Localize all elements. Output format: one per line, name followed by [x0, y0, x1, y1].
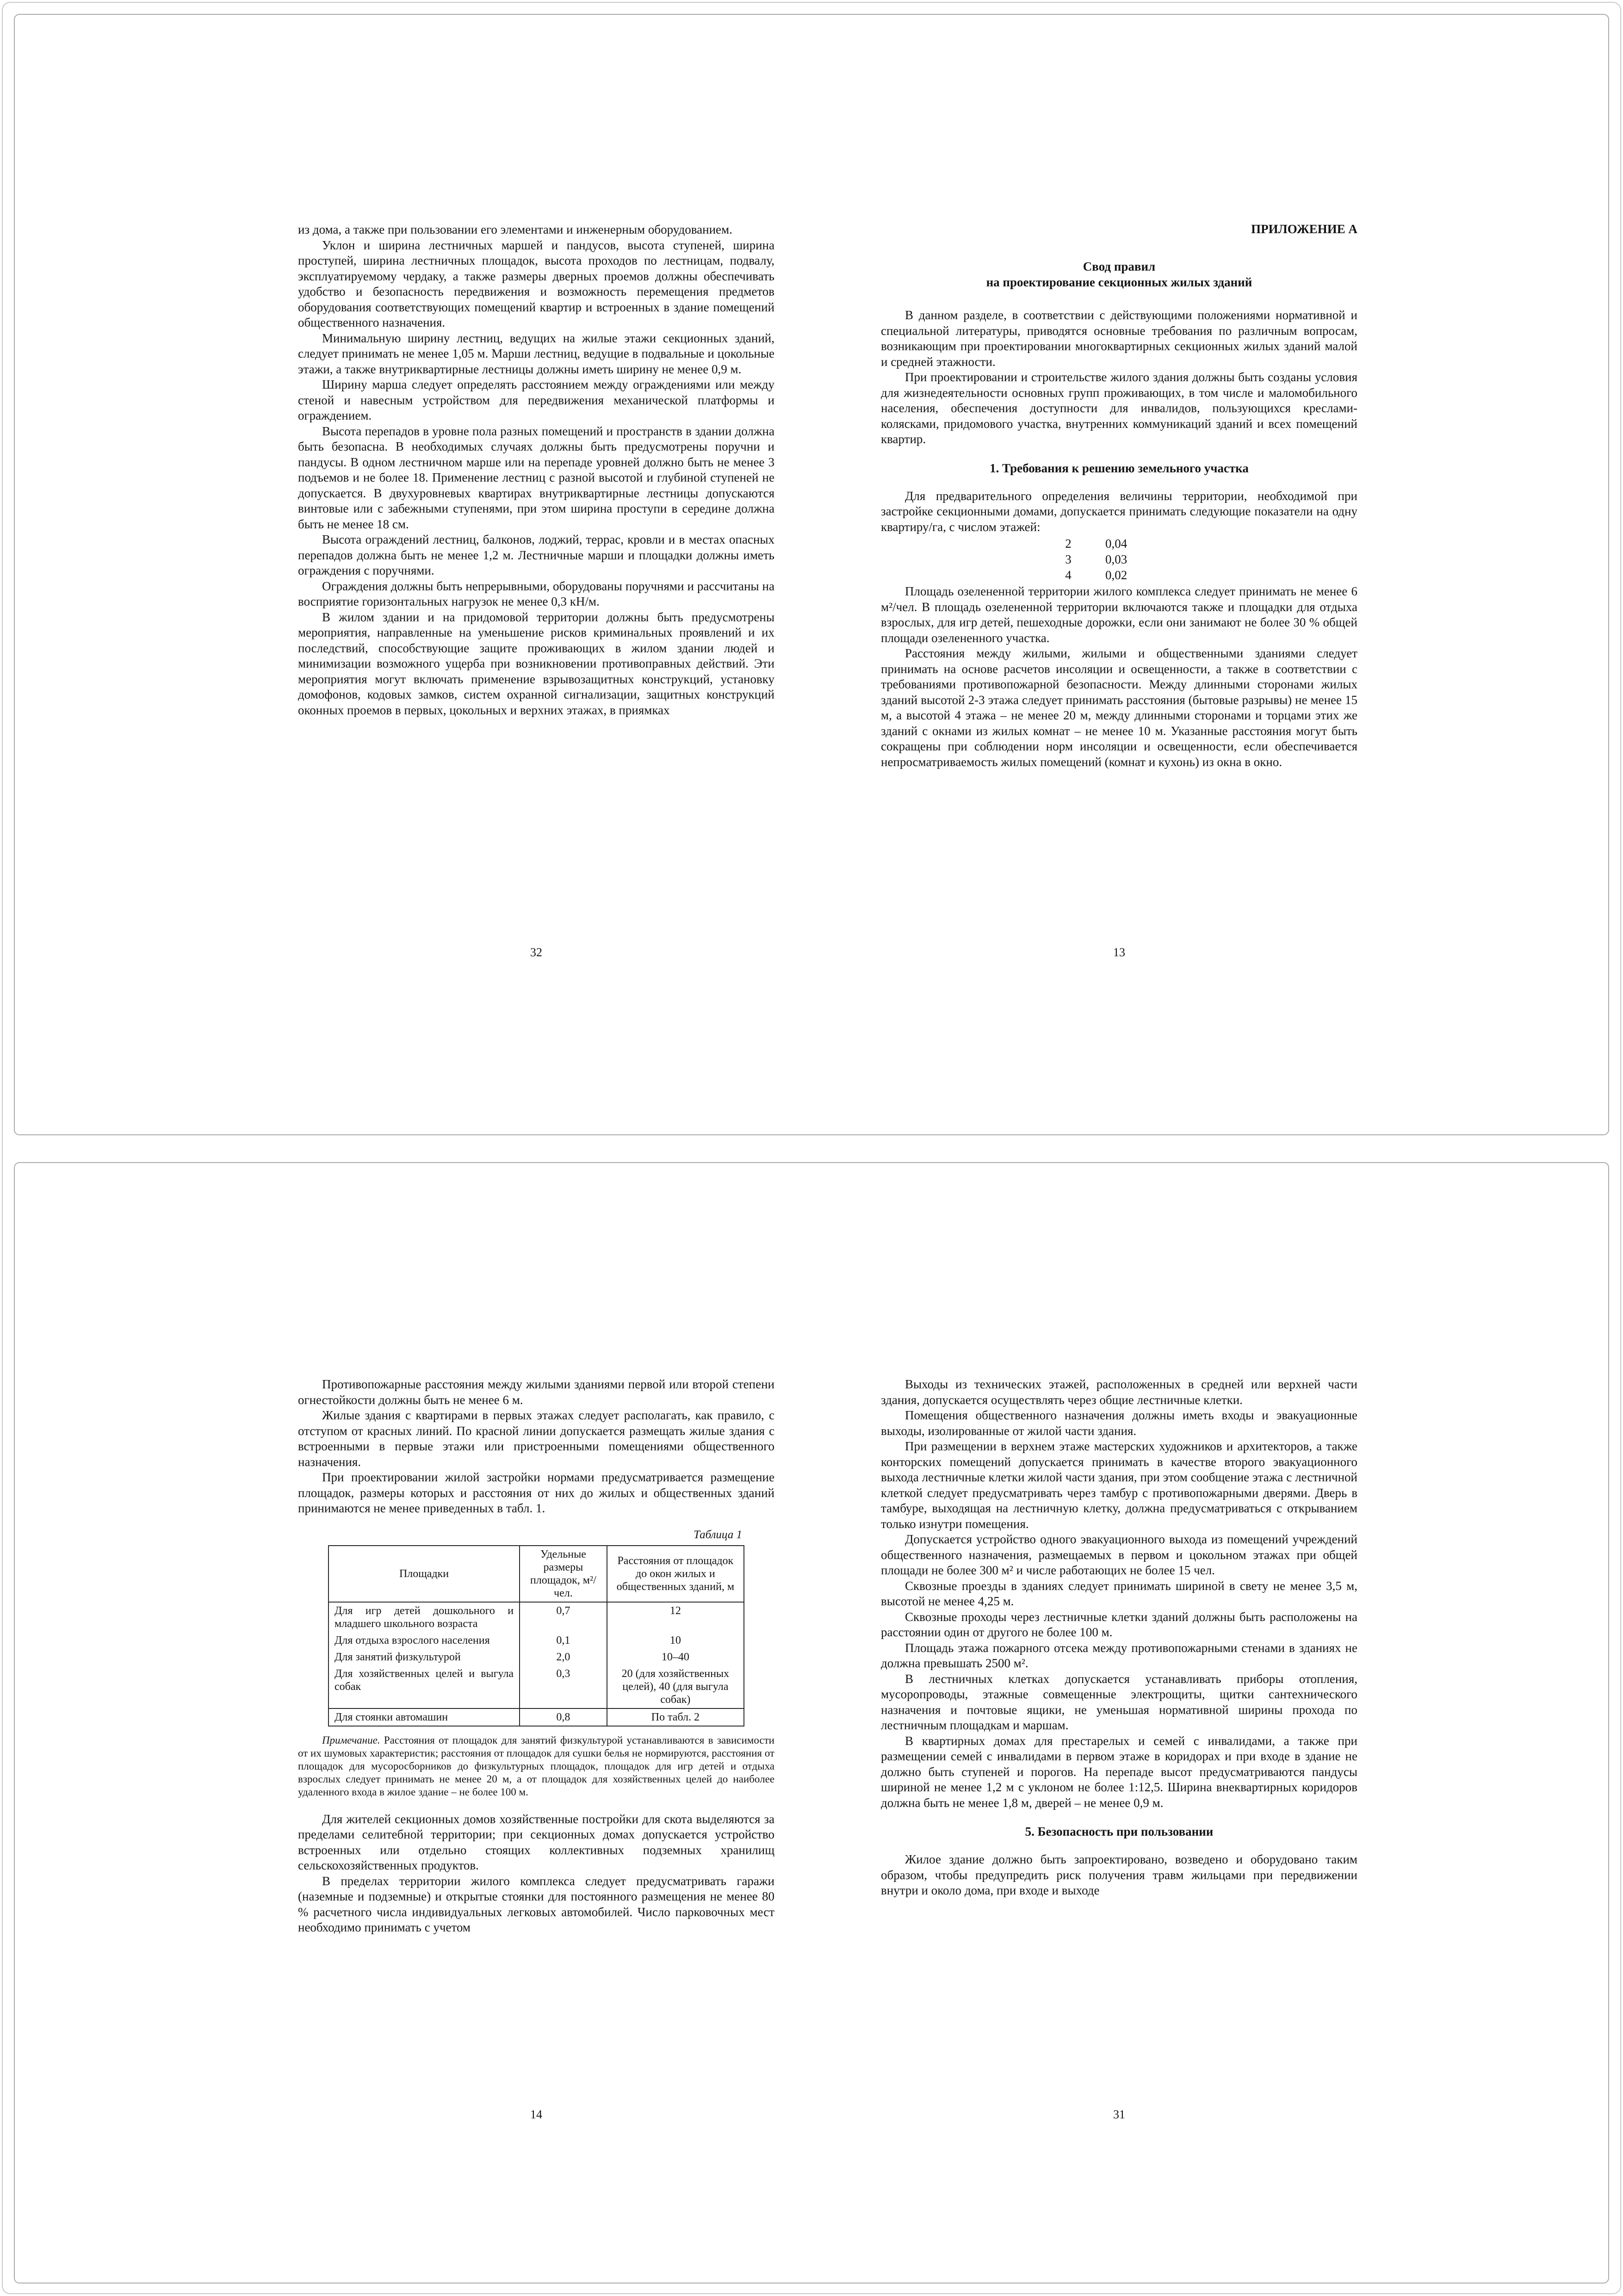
- paragraph: Высота ограждений лестниц, балконов, лоджий, террас, кровли и в местах опасных перепадов должна быть не менее 1,2 м. Лестничные марши и площадки должны иметь ограждения с поручнями.: [298, 532, 774, 577]
- document-title: [881, 259, 1357, 290]
- table-cell: 0,3: [520, 1665, 607, 1708]
- paragraph: Допускается устройство одного эвакуационного выхода из помещений учреждений общественного назначения, размещаемых в первом и цокольном этажах при общей площади не более 300 м² и числе работающих не более 15 чел.: [881, 1532, 1357, 1577]
- table-cell: Для игр детей дошкольного и младшего школьного возраста: [335, 1604, 514, 1630]
- page-number-14: 14: [530, 2108, 542, 2121]
- table-cell: 0,1: [520, 1632, 607, 1649]
- page-32: [298, 222, 774, 718]
- paragraph: В квартирных домах для престарелых и семей с инвалидами, а также при размещении семей с инвалидами в первом этаже в коридорах и при входе в здание не должно быть ступеней и порогов. На перепаде высот предусматриваются пандусы шириной не менее 1,2 м с уклоном не более 1:12,5. Ширина внеквартирных коридоров должна быть не менее 1,8 м, дверей – не менее 0,9 м.: [881, 1733, 1357, 1810]
- paragraph: Помещения общественного назначения должны иметь входы и эвакуационные выходы, изолированные от жилой части здания.: [881, 1408, 1357, 1438]
- paragraph: Сквозные проходы через лестничные клетки зданий должны быть расположены на расстоянии один от другого не более 100 м.: [881, 1609, 1357, 1639]
- annex-label: ПРИЛОЖЕНИЕ А: [1251, 222, 1357, 236]
- table-row: [328, 1708, 744, 1726]
- storey-count: 3: [1065, 552, 1072, 566]
- storey-indicator-list: [1031, 536, 1207, 583]
- paragraph: Площадь озелененной территории жилого комплекса следует принимать не менее 6 м²/чел. В площадь озелененной территории включаются также и площадки для отдыха взрослых, для игр детей, пешеходные дорожки, если они занимают не более 30 % общей площади озелененного участка.: [881, 584, 1357, 645]
- paragraph: При проектировании жилой застройки нормами предусматривается размещение площадок, размеры которых и расстояния от них до жилых и общественных зданий принимаются не менее приведенных в табл. 1.: [298, 1470, 774, 1515]
- paragraph: Противопожарные расстояния между жилыми зданиями первой или второй степени огнестойкости должны быть не менее 6 м.: [298, 1377, 774, 1407]
- table-header-cell: Расстояния от площадок до окон жилых и общественных зданий, м: [607, 1546, 744, 1602]
- sheet-top: [14, 14, 1609, 1135]
- page-number-13: 13: [1113, 946, 1125, 959]
- storey-row: [1031, 536, 1207, 551]
- page-number-31: 31: [1113, 2108, 1125, 2121]
- sheet-bottom: [14, 1162, 1609, 2284]
- table-cell: 0,7: [520, 1602, 607, 1632]
- table-cell: Для отдыха взрослого населения: [335, 1634, 490, 1646]
- storey-count: 2: [1065, 537, 1072, 551]
- table-cell: Для стоянки автомашин: [328, 1708, 520, 1726]
- table-cell: 20 (для хозяйственных целей), 40 (для выгула собак): [607, 1665, 744, 1708]
- table-cell: 12: [607, 1602, 744, 1632]
- page-13: [881, 222, 1357, 770]
- section-heading-1: 1. Требования к решению земельного участка: [990, 461, 1249, 475]
- paragraph: В жилом здании и на придомовой территории должны быть предусмотрены мероприятия, направленные на уменьшение рисков криминальных проявлений и их последствий, способствующие защите проживающих в жилом здании людей и минимизации возможного ущерба при возникновении противоправных действий. Эти мероприятия могут включать применение взрывозащитных конструкций, установку домофонов, кодовых замков, систем охранной сигнализации, защитных конструкций оконных проемов в первых, цокольных и верхних этажах, в приямках: [298, 610, 774, 717]
- paragraph: Минимальную ширину лестниц, ведущих на жилые этажи секционных зданий, следует принимать не менее 1,05 м. Марши лестниц, ведущие в подвальные и цокольные этажи, а также внутриквартирные лестницы должны иметь ширину не менее 0,9 м.: [298, 331, 774, 376]
- table-header-cell: Площадки: [328, 1546, 520, 1602]
- paragraph: Для предварительного определения величины территории, необходимой при застройке секционными домами, допускается принимать следующие показатели на одну квартиру/га, с числом этажей:: [881, 489, 1357, 534]
- storey-row: [1031, 551, 1207, 567]
- paragraph: из дома, а также при пользовании его элементами и инженерным оборудованием.: [298, 223, 732, 236]
- note-label: Примечание.: [322, 1734, 380, 1746]
- table-cell: 10: [607, 1632, 744, 1649]
- storey-value: 0,02: [1105, 568, 1127, 582]
- table-row: [328, 1665, 744, 1708]
- paragraph: Ширину марша следует определять расстоянием между ограждениями или между стеной и навесным устройством для передвижения механической платформы и ограждением.: [298, 378, 774, 422]
- table-cell: Для занятий физкультурой: [335, 1651, 461, 1663]
- page-number-32: 32: [530, 946, 542, 959]
- table-row: [328, 1602, 744, 1632]
- paragraph: Расстояния между жилыми, жилыми и общественными зданиями следует принимать на основе расчетов инсоляции и освещенности, а также в соответствии с требованиями противопожарной безопасности. Между длинными сторонами жилых зданий высотой 2-3 этажа следует принимать расстояния (бытовые разрывы) не менее 15 м, а высотой 4 этажа – не менее 20 м, между длинными сторонами и торцами этих же зданий с окнами из жилых комнат – не менее 10 м. Указанные расстояния могут быть сокращены при соблюдении норм инсоляции и освещенности, если обеспечивается непросматриваемость жилых помещений (комнат и кухонь) из окна в окно.: [881, 646, 1357, 769]
- paragraph: Выходы из технических этажей, расположенных в средней или верхней части здания, допускается осуществлять через общие лестничные клетки.: [881, 1377, 1357, 1407]
- paragraph: При размещении в верхнем этаже мастерских художников и архитекторов, а также конторских помещений допускается принимать в качестве второго эвакуационного выхода лестничные клетки жилой части здания, при этом сообщение этажа с лестничной клеткой следует предусматривать через тамбур с противопожарными дверями. Дверь в тамбуре, выходящая на лестничную клетку, должна предусматриваться с открыванием только изнутри помещения.: [881, 1439, 1357, 1531]
- storey-value: 0,04: [1105, 537, 1127, 551]
- paragraph: Сквозные проезды в зданиях следует принимать шириной в свету не менее 3,5 м, высотой не менее 4,25 м.: [881, 1578, 1357, 1608]
- storey-row: [1031, 567, 1207, 583]
- paragraph: В пределах территории жилого комплекса следует предусматривать гаражи (наземные и подземные) и открытые стоянки для постоянного размещения не менее 80 % расчетного числа индивидуальных легковых автомобилей. Число парковочных мест необходимо принимать с учетом: [298, 1874, 774, 1934]
- paragraph: Ограждения должны быть непрерывными, оборудованы поручнями и рассчитаны на восприятие горизонтальных нагрузок не менее 0,3 кН/м.: [298, 579, 774, 608]
- paragraph: При проектировании и строительстве жилого здания должны быть созданы условия для жизнедеятельности основных групп проживающих, в том числе и маломобильного населения, обеспечения доступности для инвалидов, пользующихся креслами-колясками, придомового участка, внутренних коммуникаций зданий и всех помещений квартир.: [881, 370, 1357, 446]
- paragraph: Жилые здания с квартирами в первых этажах следует располагать, как правило, с отступом от красных линий. По красной линии допускается размещать жилые здания с встроенными в первые этажи или пристроенными помещениями общественного назначения.: [298, 1408, 774, 1469]
- table-cell: 2,0: [520, 1649, 607, 1665]
- table-row: [328, 1649, 744, 1665]
- page-31: [881, 1377, 1357, 1899]
- paragraph: Жилое здание должно быть запроектировано, возведено и оборудовано таким образом, чтобы предупредить риск получения травм жильцами при передвижении внутри и около дома, при входе и выходе: [881, 1852, 1357, 1897]
- paragraph: Площадь этажа пожарного отсека между противопожарными стенами в зданиях не должна превышать 2500 м².: [881, 1640, 1357, 1670]
- table-cell: 10–40: [607, 1649, 744, 1665]
- storey-value: 0,03: [1105, 552, 1127, 566]
- table-cell: По табл. 2: [607, 1708, 744, 1726]
- section-heading-5: 5. Безопасность при пользовании: [1025, 1825, 1214, 1838]
- table-cell: Для хозяйственных целей и выгула собак: [335, 1667, 514, 1693]
- paragraph: Уклон и ширина лестничных маршей и пандусов, высота ступеней, ширина проступей, ширина лестничных площадок, высота проходов по лестницам, подвалу, эксплуатируемому чердаку, а также размеры дверных проемов должны обеспечивать удобство и безопасность передвижения и возможность перемещения предметов оборудования соответствующих помещений квартир и встроенных в здание помещений общественного назначения.: [298, 238, 774, 329]
- table-cell: 0,8: [520, 1708, 607, 1726]
- table-1-label: Таблица 1: [694, 1528, 742, 1541]
- paragraph: Высота перепадов в уровне пола разных помещений и пространств в здании должна быть безопасна. В необходимых случаях должны быть предусмотрены поручни и пандусы. В одном лестничном марше или на перепаде уровней должно быть не менее 3 подъемов и не более 18. Применение лестниц с разной высотой и глубиной ступеней не допускается. В двухуровневых квартирах внутриквартирные лестницы допускаются винтовые или с забежными ступенями, при этом ширина проступи в середине должна быть не менее 18 см.: [298, 424, 774, 531]
- paragraph: Для жителей секционных домов хозяйственные постройки для скота выделяются за пределами селитебной территории; при секционных домах допускается устройство встроенных или отдельно стоящих коллективных подземных хранилищ сельскохозяйственных продуктов.: [298, 1812, 774, 1872]
- table-row: [328, 1632, 744, 1649]
- paragraph: В лестничных клетках допускается устанавливать приборы отопления, мусоропроводы, этажные совмещенные электрощиты, щитки сантехнического назначения и почтовые ящики, не уменьшая нормативной ширины прохода по лестничным площадкам и маршам.: [881, 1671, 1357, 1732]
- table-header-row: [328, 1546, 744, 1602]
- note-text: Расстояния от площадок для занятий физкультурой устанавливаются в зависимости от их шумовых характеристик; расстояния от площадок для сушки белья не нормируются, расстояния от площадок для мусоросборников до физкультурных площадок, площадок для игр детей и отдыха взрослых следует принимать не менее 20 м, а от площадок для хозяйственных целей до наиболее удаленного входа в жилое здание – не более 100 м.: [298, 1734, 774, 1798]
- title-line: на проектирование секционных жилых зданий: [986, 275, 1252, 289]
- table-note: [298, 1734, 774, 1799]
- page-14: [298, 1377, 774, 1936]
- table-header-cell: Удельные размеры площадок, м²/чел.: [520, 1546, 607, 1602]
- storey-count: 4: [1065, 568, 1072, 582]
- areas-table: [328, 1545, 744, 1727]
- title-line: Свод правил: [1083, 260, 1156, 273]
- paragraph: В данном разделе, в соответствии с действующими положениями нормативной и специальной литературы, приводятся основные требования по различным вопросам, возникающим при проектировании многоквартирных секционных жилых зданий малой и средней этажности.: [881, 308, 1357, 369]
